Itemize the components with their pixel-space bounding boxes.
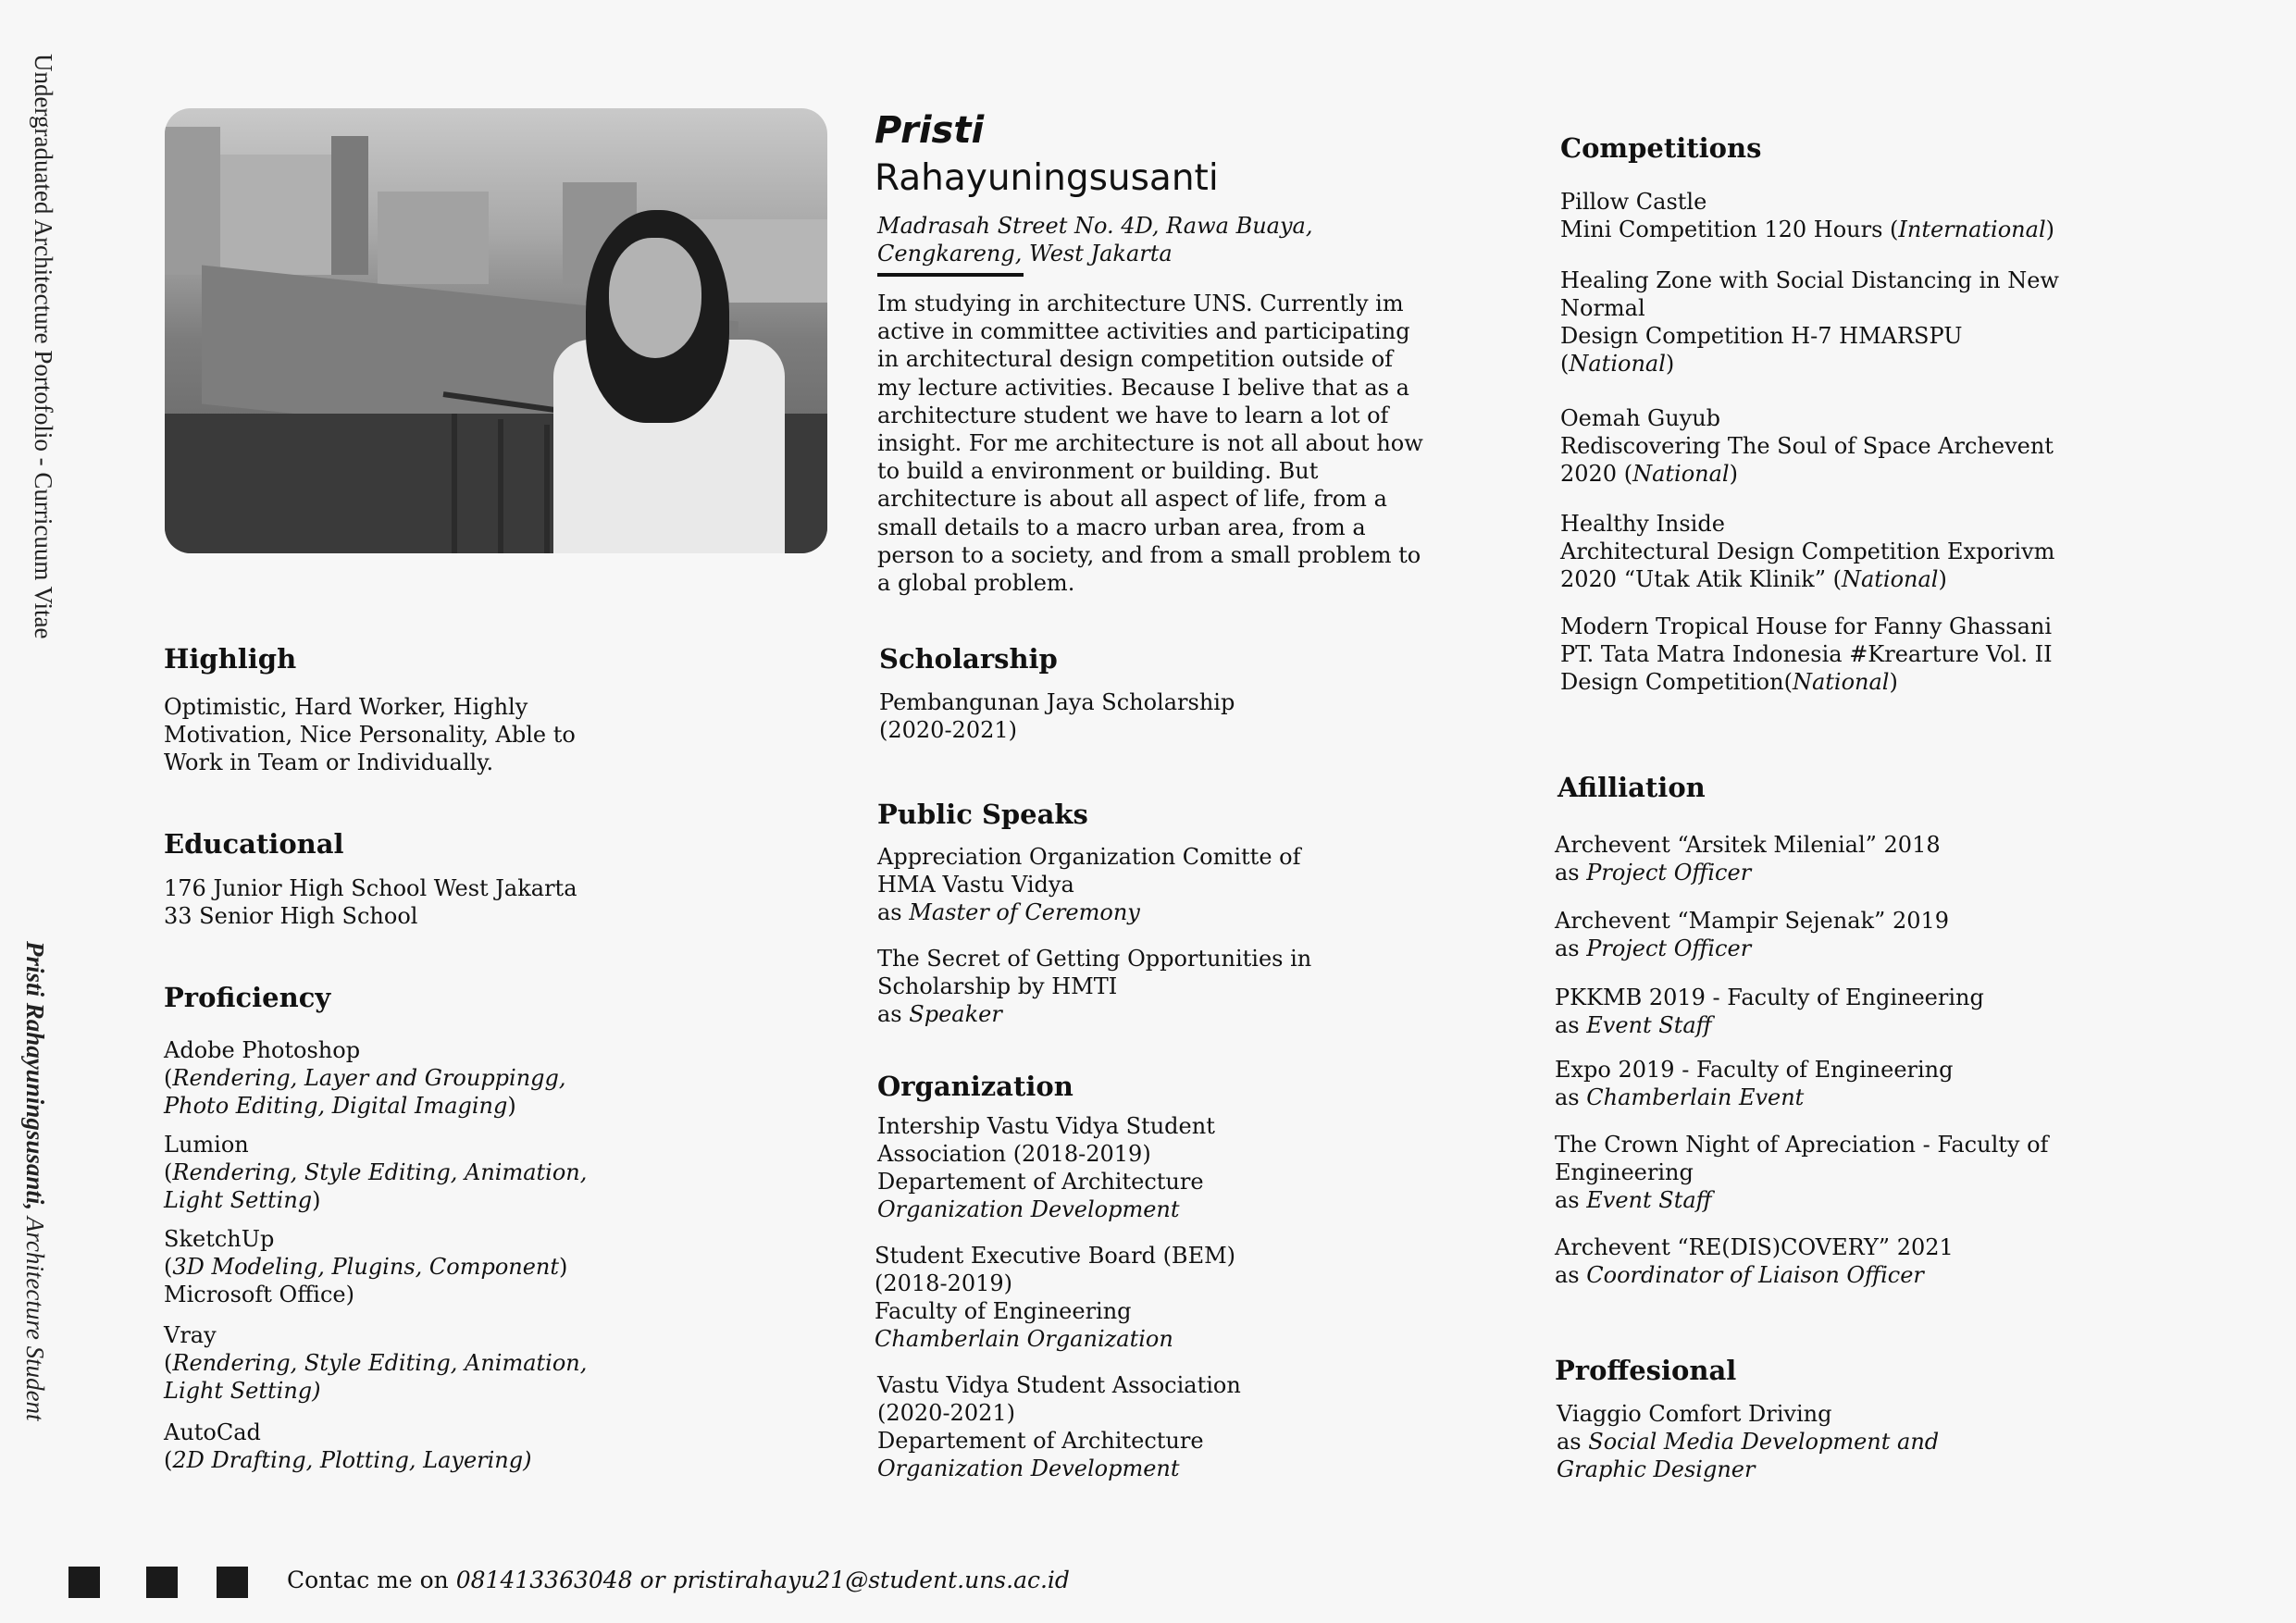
proficiency-detail-text: 2D Drafting, Plotting, Layering): [172, 1447, 532, 1473]
affiliation-role: Project Officer: [1586, 935, 1752, 961]
highlight-line: Work in Team or Individually.: [164, 750, 494, 775]
affiliation-prefix: as: [1555, 935, 1587, 961]
affiliation-role-line: [1555, 1261, 1924, 1289]
competition-level: National: [1632, 461, 1730, 487]
affiliation-event: Archevent “Arsitek Milenial” 2018: [1555, 832, 1941, 858]
address-line-2: Cengkareng, West Jakarta: [877, 241, 1173, 266]
affiliation-role-line: [1555, 935, 1751, 962]
public-speak-prefix: as: [877, 1001, 910, 1027]
proficiency-item-name: Vray: [164, 1322, 217, 1348]
public-speak-role: Master of Ceremony: [909, 899, 1140, 925]
public-speak-line: The Secret of Getting Opportunities in: [877, 946, 1312, 972]
affiliation-heading: Afilliation: [1558, 772, 1706, 803]
competition-title: Oemah Guyub: [1560, 405, 1721, 431]
affiliation-role-line: [1555, 859, 1751, 886]
proficiency-item-detail: (Rendering, Style Editing, Animation,: [164, 1350, 588, 1376]
highlight-line: Optimistic, Hard Worker, Highly: [164, 694, 528, 720]
organization-line: Association (2018-2019): [877, 1141, 1151, 1167]
proficiency-heading: Proficiency: [164, 982, 331, 1013]
profile-photo: [165, 108, 827, 553]
competition-detail: Architectural Design Competition Exporivm: [1560, 539, 2055, 564]
organization-heading: Organization: [877, 1071, 1074, 1102]
bio-paragraph: Im studying in architecture UNS. Currently im active in committee activities and participating in architectural design competition outside of my lecture activities. Because I belive that as a architecture student we have to learn a lot of insight. For me architecture is not all about how to build a environment or building. But architecture is about all aspect of life, from a small details to a macro urban area, from a person to a society, and from a small problem to a global problem.: [877, 291, 1423, 597]
competition-detail-text: (: [1560, 351, 1570, 377]
contact-label: Contac me on: [287, 1567, 456, 1593]
proficiency-detail-text: Rendering, Layer and Grouppingg,: [172, 1065, 566, 1091]
affiliation-prefix: as: [1555, 1012, 1587, 1038]
competition-detail-text: Mini Competition 120 Hours (: [1560, 217, 1899, 242]
organization-line: (2018-2019): [875, 1270, 1012, 1296]
professional-role: Graphic Designer: [1557, 1456, 1756, 1482]
public-speak-role: Speaker: [909, 1001, 1002, 1027]
competition-detail: [1560, 350, 1674, 378]
proficiency-detail-text: Rendering, Style Editing, Animation,: [172, 1159, 588, 1185]
public-speak-role-line: [877, 1000, 1002, 1028]
organization-line: Faculty of Engineering: [875, 1298, 1132, 1324]
affiliation-event: PKKMB 2019 - Faculty of Engineering: [1555, 985, 1984, 1010]
competition-close: ): [1938, 566, 1947, 592]
public-speak-line: HMA Vastu Vidya: [877, 872, 1074, 898]
competition-close: ): [2045, 217, 2054, 242]
highlight-heading: Highligh: [164, 643, 297, 675]
organization-line: (2020-2021): [877, 1400, 1015, 1426]
competition-title: Healing Zone with Social Distancing in New: [1560, 267, 2059, 293]
proficiency-item-detail: Photo Editing, Digital Imaging): [164, 1093, 516, 1119]
sidebar-name-text: Pristi Rahayuningsusanti,: [21, 941, 49, 1211]
square-icon: [146, 1567, 178, 1598]
proficiency-item-name: SketchUp: [164, 1226, 275, 1252]
education-line: 33 Senior High School: [164, 903, 418, 929]
proficiency-item-name: Lumion: [164, 1132, 249, 1158]
address-line-1: Madrasah Street No. 4D, Rawa Buaya,: [877, 213, 1313, 239]
proficiency-item-name: Adobe Photoshop: [164, 1037, 361, 1063]
affiliation-event: Archevent “RE(DIS)COVERY” 2021: [1555, 1234, 1954, 1260]
sidebar-name: [20, 941, 49, 1421]
competition-title: Pillow Castle: [1560, 189, 1707, 215]
proficiency-detail-text: Light Setting: [164, 1187, 313, 1213]
proficiency-item-extra: Microsoft Office): [164, 1282, 354, 1307]
proficiency-detail-text: Photo Editing, Digital Imaging: [164, 1093, 508, 1119]
competition-level: National: [1569, 351, 1666, 377]
organization-line: Vastu Vidya Student Association: [877, 1372, 1241, 1398]
competition-detail-text: Design Competition(: [1560, 669, 1793, 695]
sidebar-title: Undergraduated Architecture Portofolio - Curricuum Vitae: [30, 54, 57, 639]
first-name: Pristi: [875, 109, 985, 152]
proficiency-item-detail: Light Setting): [164, 1378, 321, 1404]
public-speak-role-line: [877, 898, 1140, 926]
organization-role: Organization Development: [877, 1456, 1180, 1481]
proficiency-item-detail: (Rendering, Layer and Grouppingg,: [164, 1065, 566, 1091]
affiliation-prefix: as: [1555, 1084, 1587, 1110]
public-speak-line: Appreciation Organization Comitte of: [877, 844, 1301, 870]
contact-line: [287, 1567, 1070, 1593]
public-speak-line: Scholarship by HMTI: [877, 973, 1118, 999]
education-heading: Educational: [164, 828, 344, 860]
professional-company: Viaggio Comfort Driving: [1557, 1401, 1832, 1427]
scholarship-line: Pembangunan Jaya Scholarship: [879, 689, 1235, 715]
square-icon: [68, 1567, 100, 1598]
square-icon: [217, 1567, 248, 1598]
competition-level: National: [1841, 566, 1939, 592]
competition-close: ): [1665, 351, 1675, 377]
affiliation-role: Event Staff: [1586, 1187, 1712, 1213]
affiliation-prefix: as: [1555, 1262, 1587, 1288]
competition-title: Modern Tropical House for Fanny Ghassani: [1560, 613, 2053, 639]
affiliation-event: Archevent “Mampir Sejenak” 2019: [1555, 908, 1950, 934]
competition-close: ): [1729, 461, 1738, 487]
organization-line: Student Executive Board (BEM): [875, 1243, 1236, 1269]
professional-role-line: [1557, 1428, 1939, 1456]
proficiency-detail-text: 3D Modeling, Plugins, Component: [172, 1254, 560, 1280]
competition-level: International: [1898, 217, 2046, 242]
affiliation-role: Chamberlain Event: [1586, 1084, 1805, 1110]
affiliation-event: Engineering: [1555, 1159, 1694, 1185]
proficiency-item-detail: Light Setting): [164, 1187, 321, 1213]
scholarship-heading: Scholarship: [879, 643, 1058, 675]
organization-role: Organization Development: [877, 1196, 1180, 1222]
public-speaks-heading: Public Speaks: [877, 799, 1088, 830]
competition-detail: PT. Tata Matra Indonesia #Krearture Vol. II: [1560, 641, 2053, 667]
professional-prefix: as: [1557, 1429, 1589, 1455]
organization-role: Chamberlain Organization: [875, 1326, 1173, 1352]
sidebar-role: Architecture Student: [21, 1216, 49, 1421]
competition-title: Normal: [1560, 295, 1645, 321]
competition-close: ): [1889, 669, 1898, 695]
last-name: Rahayuningsusanti: [875, 157, 1219, 199]
scholarship-line: (2020-2021): [879, 717, 1017, 743]
contact-details[interactable]: 081413363048 or pristirahayu21@student.uns.ac.id: [455, 1567, 1070, 1593]
competition-detail: Rediscovering The Soul of Space Archevent: [1560, 433, 2054, 459]
affiliation-role-line: [1555, 1011, 1712, 1039]
organization-line: Departement of Architecture: [877, 1169, 1204, 1195]
affiliation-role-line: [1555, 1186, 1712, 1214]
proficiency-item-name: AutoCad: [164, 1419, 261, 1445]
proficiency-item-detail: (2D Drafting, Plotting, Layering): [164, 1447, 532, 1473]
affiliation-prefix: as: [1555, 860, 1587, 886]
affiliation-role: Coordinator of Liaison Officer: [1586, 1262, 1924, 1288]
competition-detail-text: 2020 “Utak Atik Klinik” (: [1560, 566, 1842, 592]
competition-detail: [1560, 668, 1898, 696]
competition-detail: Design Competition H-7 HMARSPU: [1560, 323, 1963, 349]
competition-level: National: [1792, 669, 1890, 695]
affiliation-event: Expo 2019 - Faculty of Engineering: [1555, 1057, 1954, 1083]
professional-role: Social Media Development and: [1588, 1429, 1940, 1455]
competition-detail: [1560, 216, 2054, 243]
organization-line: Departement of Architecture: [877, 1428, 1204, 1454]
public-speak-prefix: as: [877, 899, 910, 925]
affiliation-event: The Crown Night of Apreciation - Faculty of: [1555, 1132, 2049, 1158]
organization-line: Intership Vastu Vidya Student: [877, 1113, 1215, 1139]
competition-detail: [1560, 460, 1738, 488]
affiliation-prefix: as: [1555, 1187, 1587, 1213]
professional-heading: Proffesional: [1555, 1355, 1737, 1386]
affiliation-role: Event Staff: [1586, 1012, 1712, 1038]
proficiency-item-detail: (Rendering, Style Editing, Animation,: [164, 1159, 588, 1185]
highlight-line: Motivation, Nice Personality, Able to: [164, 722, 576, 748]
proficiency-detail-text: Rendering, Style Editing, Animation,: [172, 1350, 588, 1376]
competition-detail: [1560, 565, 1947, 593]
proficiency-item-detail: (3D Modeling, Plugins, Component): [164, 1254, 568, 1280]
affiliation-role-line: [1555, 1084, 1804, 1111]
competition-detail-text: 2020 (: [1560, 461, 1633, 487]
competition-title: Healthy Inside: [1560, 511, 1725, 537]
education-line: 176 Junior High School West Jakarta: [164, 875, 577, 901]
competitions-heading: Competitions: [1560, 132, 1762, 164]
address-underline: [877, 273, 1024, 277]
affiliation-role: Project Officer: [1586, 860, 1752, 886]
